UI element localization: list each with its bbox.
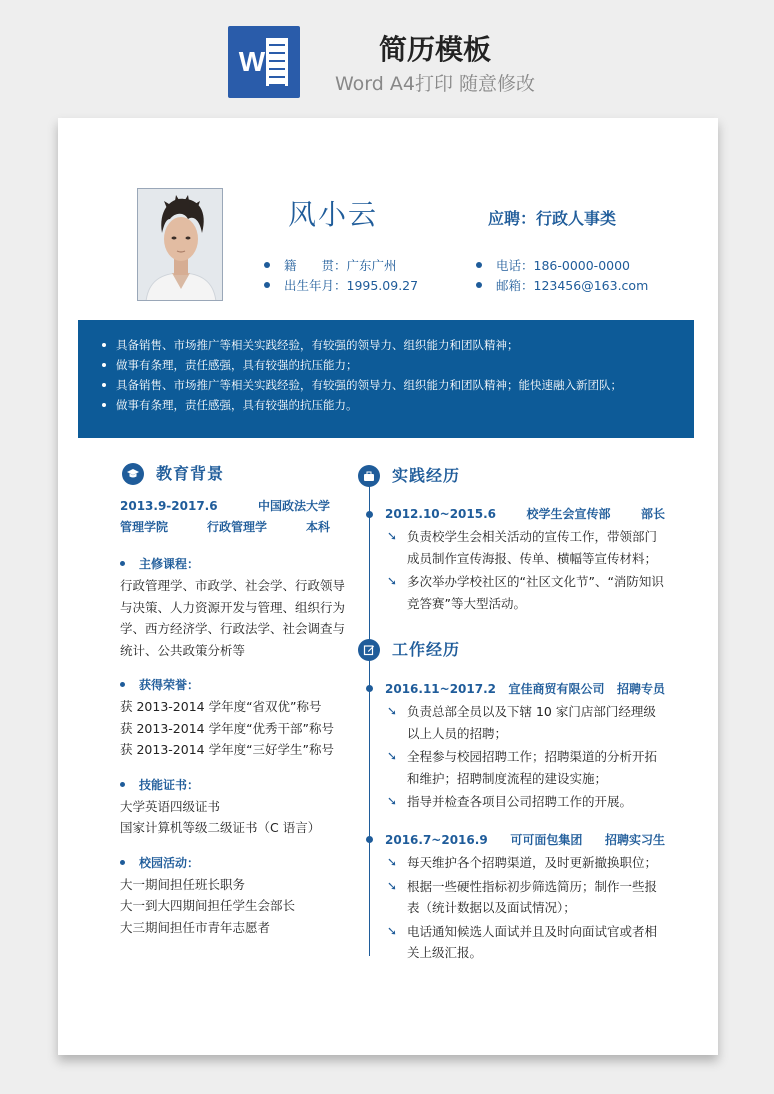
bullet-dot <box>120 682 125 687</box>
bullet-dot <box>120 782 125 787</box>
practice-item: ➘ 多次举办学校社区的“社区文化节”、“消防知识竞答赛”等大型活动。 <box>385 571 665 614</box>
activity-item: 大一到大四期间担任学生会部长 <box>120 898 296 913</box>
work-company: 宜佳商贸有限公司 <box>508 682 605 696</box>
work-item: ➘ 电话通知候选人面试并且及时向面试官或者相关上级汇报。 <box>385 921 665 964</box>
arrow-bullet-icon: ➘ <box>387 749 398 763</box>
summary-item: 做事有条理，责任感强，具有较强的抗压能力； <box>116 355 694 375</box>
work-job-header <box>385 830 665 850</box>
work-item: ➘ 每天维护各个招聘渠道，及时更新撤换职位； <box>385 852 665 874</box>
work-header <box>358 639 460 661</box>
education-school: 中国政法大学 <box>257 499 330 513</box>
briefcase-icon <box>358 465 380 487</box>
birth-date: 出生年月：1995.09.27 <box>264 278 418 294</box>
education-row <box>120 517 350 538</box>
edit-pencil-icon <box>358 639 380 661</box>
work-job-2 <box>385 830 665 964</box>
bullet-dot <box>264 262 270 268</box>
work-item: ➘ 指导并检查各项目公司招聘工作的开展。 <box>385 791 665 813</box>
cert-item: 大学英语四级证书 <box>120 798 221 814</box>
education-period: 2013.9-2017.6 <box>120 499 218 513</box>
applied-position: 应聘：行政人事类 <box>488 209 617 228</box>
summary-item: 具备销售、市场推广等相关实践经验，有较强的领导力、组织能力和团队精神；能快速融入新团队； <box>116 375 694 395</box>
bullet-dot <box>264 282 270 288</box>
phone: 电话：186-0000-0000 <box>476 258 630 274</box>
native-place: 籍 贯：广东广州 <box>264 258 397 274</box>
work-title: 工作经历 <box>392 640 461 659</box>
courses-label: 主修课程： <box>120 554 350 575</box>
activity-item: 大一期间担任班长职务 <box>120 876 246 892</box>
work-role: 招聘实习生 <box>604 833 665 847</box>
education-section <box>120 496 350 938</box>
education-major: 行政管理学 <box>206 520 267 534</box>
word-app-icon <box>228 26 300 98</box>
arrow-bullet-icon: ➘ <box>387 574 398 588</box>
profile-photo <box>137 188 223 301</box>
portrait-illustration <box>138 189 223 301</box>
work-company: 可可面包集团 <box>510 833 583 847</box>
practice-section <box>385 504 665 614</box>
summary-item: 具备销售、市场推广等相关实践经验，有较强的领导力、组织能力和团队精神； <box>116 335 694 355</box>
bullet-dot <box>476 282 482 288</box>
honors-label: 获得荣誉： <box>120 675 350 696</box>
summary-item: 做事有条理，责任感强，具有较强的抗压能力。 <box>116 395 694 415</box>
practice-item: ➘ 负责校学生会相关活动的宣传工作，带领部门成员制作宣传海报、传单、横幅等宣传材料； <box>385 526 665 569</box>
candidate-name: 风小云 <box>288 198 379 231</box>
timeline-line <box>369 486 370 956</box>
practice-org: 校学生会宣传部 <box>526 507 611 521</box>
cert-item: 国家计算机等级二级证书（C 语言） <box>120 820 321 835</box>
summary-band <box>78 320 694 438</box>
bullet-dot <box>476 262 482 268</box>
template-title: 简历模板 <box>378 33 491 66</box>
timeline-dot <box>366 836 373 843</box>
bullet-dot <box>120 561 125 566</box>
timeline-dot <box>366 685 373 692</box>
activity-item: 大三期间担任市青年志愿者 <box>120 919 271 935</box>
education-title: 教育背景 <box>156 464 225 483</box>
practice-role: 部长 <box>640 507 665 521</box>
education-row <box>120 496 350 517</box>
arrow-bullet-icon: ➘ <box>387 529 398 543</box>
honor-item: 获 2013-2014 学年度“省双优”称号 <box>120 699 322 714</box>
email: 邮箱：123456@163.com <box>476 278 648 294</box>
work-period: 2016.11~2017.2 <box>385 682 497 696</box>
education-college: 管理学院 <box>120 520 169 534</box>
template-subtitle: Word A4打印 随意修改 <box>334 73 535 95</box>
honor-item: 获 2013-2014 学年度“优秀干部”称号 <box>120 720 335 736</box>
work-item: ➘ 负责总部全员以及下辖 10 家门店部门经理级以上人员的招聘； <box>385 701 665 744</box>
work-item: ➘ 全程参与校园招聘工作；招聘渠道的分析开拓和维护；招聘制度流程的建设实施； <box>385 746 665 789</box>
graduation-cap-icon <box>122 463 144 485</box>
timeline-dot <box>366 511 373 518</box>
work-period: 2016.7~2016.9 <box>385 833 488 847</box>
education-header <box>122 463 224 485</box>
practice-header <box>358 465 460 487</box>
arrow-bullet-icon: ➘ <box>387 878 398 893</box>
arrow-bullet-icon: ➘ <box>387 704 398 718</box>
practice-job-header <box>385 504 665 524</box>
certs-label: 技能证书： <box>120 775 350 796</box>
education-degree: 本科 <box>305 520 330 534</box>
work-job-header <box>385 679 665 699</box>
resume-sheet <box>58 118 718 1055</box>
activities-label: 校园活动： <box>120 853 350 874</box>
practice-title: 实践经历 <box>392 466 461 485</box>
courses-text: 行政管理学、市政学、社会学、行政领导与决策、人力资源开发与管理、组织行为学、西方经济学、行政法学、社会调查与统计、公共政策分析等 <box>120 578 346 658</box>
arrow-bullet-icon: ➘ <box>387 855 398 869</box>
work-job-1 <box>385 679 665 813</box>
word-letter: W <box>238 46 266 77</box>
arrow-bullet-icon: ➘ <box>387 794 398 808</box>
bullet-dot <box>120 860 125 865</box>
practice-period: 2012.10~2015.6 <box>385 507 497 521</box>
arrow-bullet-icon: ➘ <box>387 923 398 938</box>
work-role: 招聘专员 <box>616 682 665 696</box>
work-item: ➘ 根据一些硬性指标初步筛选简历；制作一些报表（统计数据以及面试情况）； <box>385 876 665 919</box>
honor-item: 获 2013-2014 学年度“三好学生”称号 <box>120 742 335 757</box>
